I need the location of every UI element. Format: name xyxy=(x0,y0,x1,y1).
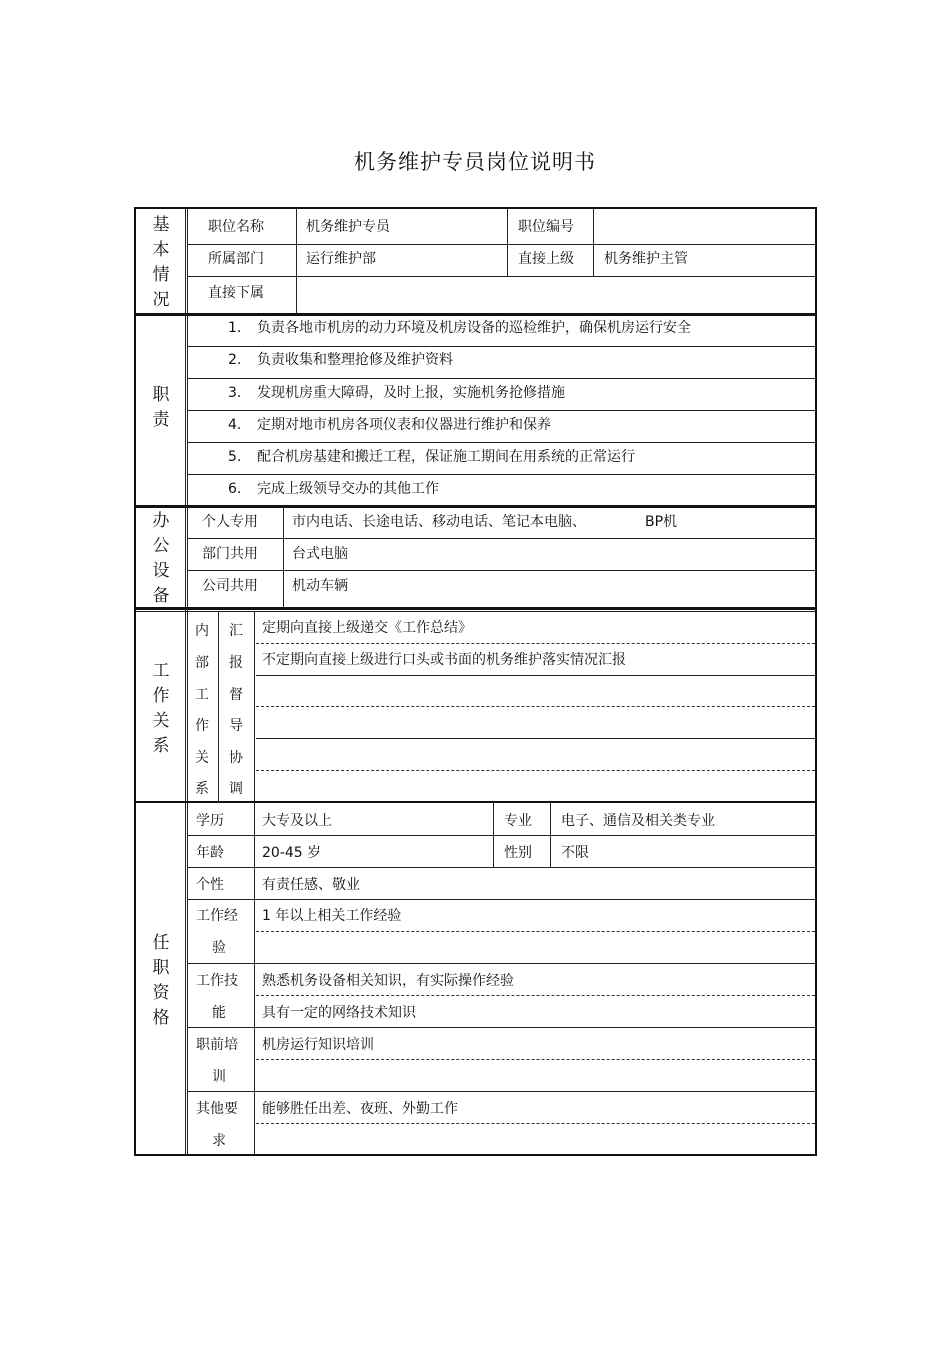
personal-equipment-label: 个人专用 xyxy=(202,514,258,530)
gender-label: 性别 xyxy=(504,845,532,861)
equipment-section-label: 办 公 设 备 xyxy=(152,511,170,606)
education-value: 大专及以上 xyxy=(262,813,332,829)
dept-equipment-value: 台式电脑 xyxy=(292,546,348,562)
personality-value: 有责任感、敬业 xyxy=(262,877,360,893)
report-item: 不定期向直接上级进行口头或书面的机务维护落实情况汇报 xyxy=(262,652,626,668)
superior-label: 直接上级 xyxy=(518,251,574,267)
company-equipment-label: 公司共用 xyxy=(202,578,258,594)
report-item: 定期向直接上级递交《工作总结》 xyxy=(262,620,472,636)
other-requirements-value: 能够胜任出差、夜班、外勤工作 xyxy=(262,1101,458,1117)
personality-label: 个性 xyxy=(196,877,224,893)
skill-item: 具有一定的网络技术知识 xyxy=(262,1005,416,1021)
experience-value: 1 年以上相关工作经验 xyxy=(262,908,402,924)
subordinate-label: 直接下属 xyxy=(208,285,264,301)
superior-value: 机务维护主管 xyxy=(604,251,688,267)
company-equipment-value: 机动车辆 xyxy=(292,578,348,594)
training-value: 机房运行知识培训 xyxy=(262,1037,374,1053)
duties-section-label: 职 责 xyxy=(152,385,170,430)
dept-equipment-label: 部门共用 xyxy=(202,546,258,562)
position-name-label: 职位名称 xyxy=(208,219,264,235)
gender-value: 不限 xyxy=(561,845,589,861)
document-title: 机务维护专员岗位说明书 xyxy=(354,150,596,174)
qualifications-section-label: 任 职 资 格 xyxy=(152,933,170,1028)
job-description-table: 基 本 情 况 职位名称 机务维护专员 职位编号 所属部门 运行维护部 直接上级 机务维护主管 直接下属 职 责 1. 负责各地市机房的动力环境及机房设备的巡检维护，确保机房运行安全 2. 负责收集和整理抢修及维护资料 3. 发现机房重大障碍，及时上报，实施机务抢修措施 4. 定期对地市机房各项仪表和仪器进行维护和保养 5. 配合机房基建和搬迁工程，保证施工期间在用系统的正常运行 6. 完成上级领导交办的其他工作 办 公 设 备 个人专用 市内电话、长途电话、移动电话、笔记本电脑、 BP机 部门共用 台式电脑 公司共用 机动车辆 工 作 关 系 内 部 工 作 关 系 汇 报 督 导 协 调 定期向直接上级递交《工作总结》 不定期向直接上级进行口头或书面的机务维护落实情况汇报 任 职 资 格 学历 大专及以上 专业 电子、通信及相关类专业 年龄 20-45 岁 性别 不限 个性 有责任感、敬业 工作经 验 1 年以上相关工作经验 工作技 能 熟悉机务设备相关知识，有实际操作经验 具有一定的网络技术知识 职前培 训 机房运行知识培训 其他要 求 能够胜任出差、夜班、外勤工作 xyxy=(134,207,817,1156)
basic-section-label: 基 本 情 况 xyxy=(152,215,170,310)
personal-equipment-extra: BP机 xyxy=(645,514,678,530)
age-value: 20-45 岁 xyxy=(262,845,322,861)
department-label: 所属部门 xyxy=(208,251,264,267)
skill-item: 熟悉机务设备相关知识，有实际操作经验 xyxy=(262,973,514,989)
education-label: 学历 xyxy=(196,813,224,829)
position-code-label: 职位编号 xyxy=(518,219,574,235)
age-label: 年龄 xyxy=(196,845,224,861)
position-name-value: 机务维护专员 xyxy=(306,219,390,235)
personal-equipment-value: 市内电话、长途电话、移动电话、笔记本电脑、 xyxy=(292,514,586,530)
department-value: 运行维护部 xyxy=(306,251,376,267)
relations-section-label: 工 作 关 系 xyxy=(152,661,170,756)
major-value: 电子、通信及相关类专业 xyxy=(561,813,715,829)
major-label: 专业 xyxy=(504,813,532,829)
